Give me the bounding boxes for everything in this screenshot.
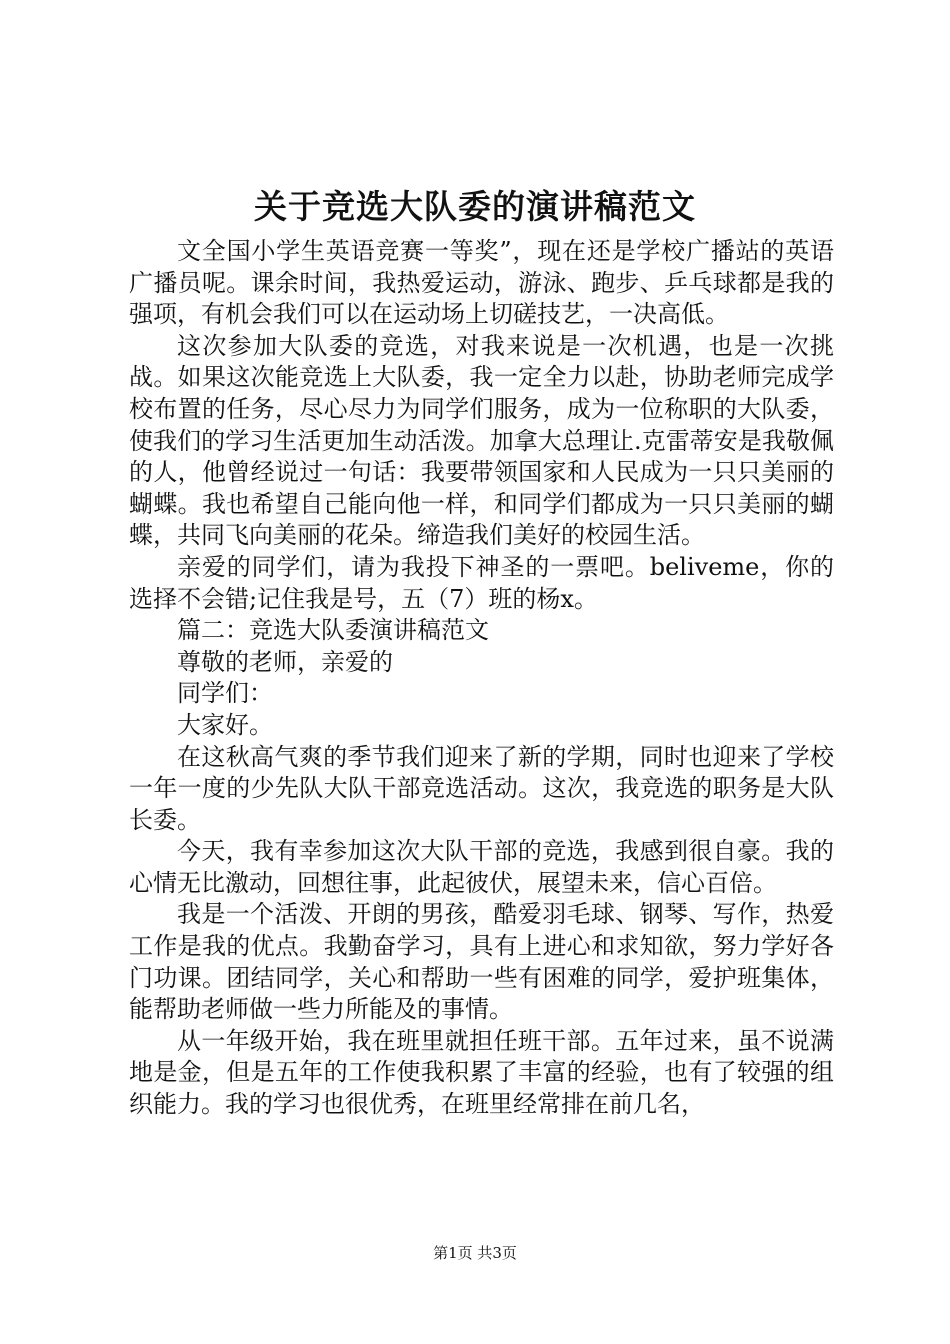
paragraph: 在这秋高气爽的季节我们迎来了新的学期，同时也迎来了学校一年一度的少先队大队干部竞选活动。这次，我竞选的职务是大队长委。 xyxy=(129,742,834,834)
greeting-line: 大家好。 xyxy=(177,710,273,739)
salutation-line: 尊敬的老师，亲爱的 xyxy=(177,647,393,676)
page-footer: 第1页 共3页 xyxy=(433,1244,517,1262)
paragraph: 这次参加大队委的竞选，对我来说是一次机遇，也是一次挑战。如果这次能竞选上大队委，我一定全力以赴，协助老师完成学校布置的任务，尽心尽力为同学们服务，成为一位称职的大队委，使我们的学习生活更加生动活泼。加拿大总理让.克雷蒂安是我敬佩的人，他曾经说过一句话：我要带领国家和人民成为一只只美丽的蝴蝶。我也希望自己能向他一样，和同学们都成为一只只美丽的蝴蝶，共同飞向美丽的花朵。缔造我们美好的校园生活。 xyxy=(129,331,834,550)
section-heading: 篇二：竞选大队委演讲稿范文 xyxy=(177,616,489,645)
paragraph: 亲爱的同学们，请为我投下神圣的一票吧。beliveme，你的选择不会错;记住我是号，五（7）班的杨x。 xyxy=(129,552,834,613)
paragraph: 文全国小学生英语竞赛一等奖”，现在还是学校广播站的英语广播员呢。课余时间，我热爱运动，游泳、跑步、乒乓球都是我的强项，有机会我们可以在运动场上切磋技艺，一决高低。 xyxy=(129,237,834,329)
paragraph: 我是一个活泼、开朗的男孩，酷爱羽毛球、钢琴、写作，热爱工作是我的优点。我勤奋学习，具有上进心和求知欲，努力学好各门功课。团结同学，关心和帮助一些有困难的同学，爱护班集体，能帮助老师做一些力所能及的事情。 xyxy=(129,900,834,1024)
paragraph: 从一年级开始，我在班里就担任班干部。五年过来，虽不说满地是金，但是五年的工作使我积累了丰富的经验，也有了较强的组织能力。我的学习也很优秀，在班里经常排在前几名， xyxy=(129,1026,834,1119)
paragraph: 今天，我有幸参加这次大队干部的竞选，我感到很自豪。我的心情无比激动，回想往事，此起彼伏，展望未来，信心百倍。 xyxy=(129,837,834,897)
document-body xyxy=(129,236,834,1121)
salutation-line: 同学们： xyxy=(177,679,273,708)
document-title: 关于竞选大队委的演讲稿范文 xyxy=(254,187,696,226)
